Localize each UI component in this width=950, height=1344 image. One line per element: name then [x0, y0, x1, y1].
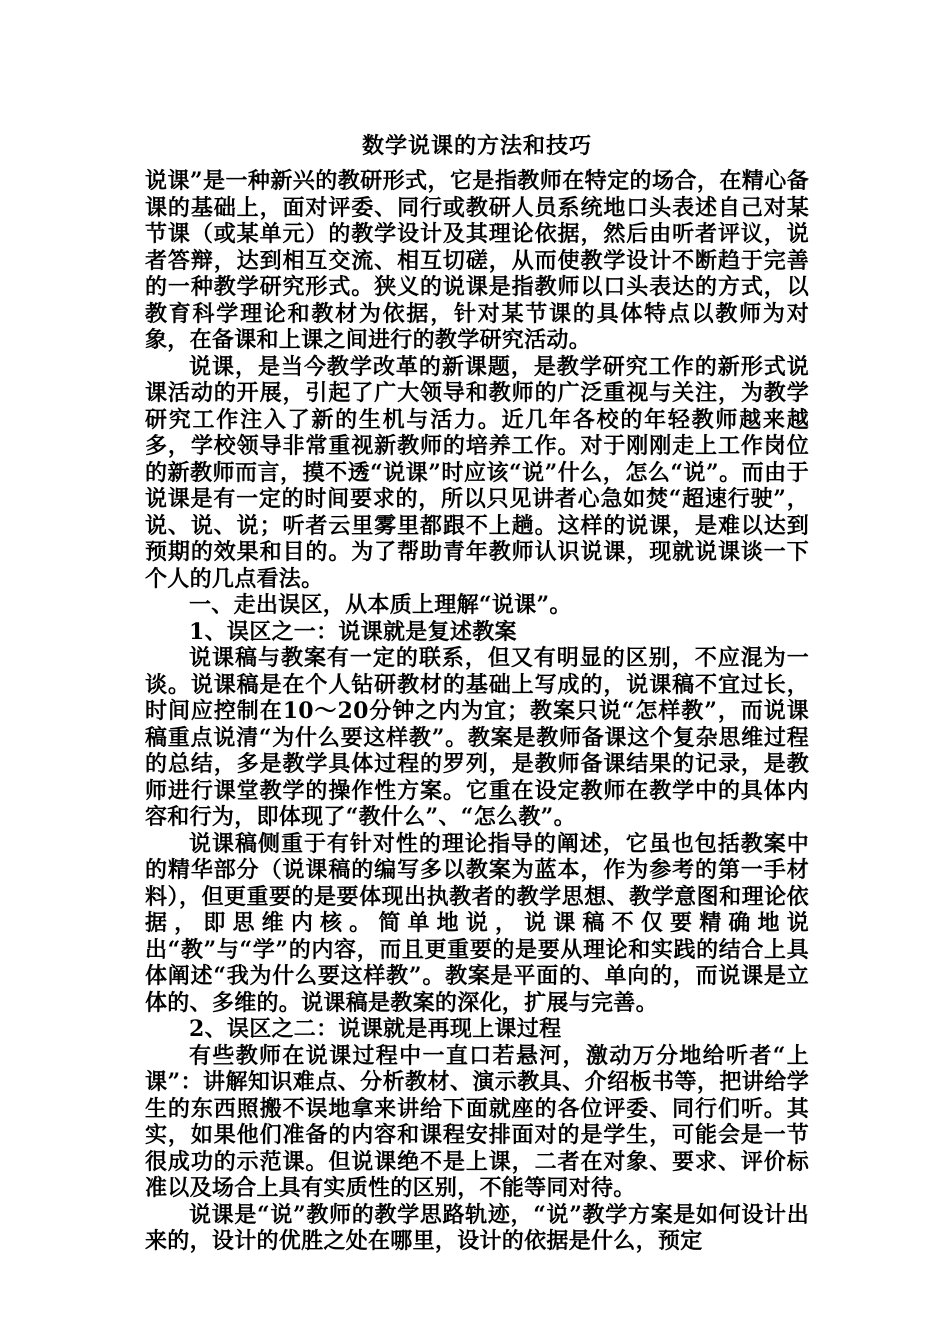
subsection-heading-1: 1、误区之一：说课就是复述教案: [189, 618, 517, 645]
document-title: 数学说课的方法和技巧: [361, 133, 592, 159]
paragraph-not-a-lesson: 有些教师在说课过程中一直口若悬河，激动万分地给听者“上课”：讲解知识难点、分析教材、演示教具、介绍板书等，把讲给学生的东西照搬不误地拿来讲给下面就座的各位评委、同行们听。其实，如果他们准备的内容和课程安排面对的是学生，可能会是一节很成功的示范课。但说课绝不是上课，二者在对象、要求、评价标准以及场合上具有实质性的区别，不能等同对待。: [145, 1042, 809, 1201]
paragraph-theory-guidance: 说课稿侧重于有针对性的理论指导的阐述，它虽也包括教案中的精华部分（说课稿的编写多以教案为蓝本，作为参考的第一手材料），但更重要的是要体现出执教者的教学思想、教学意图和理论依据，即思维内核。简单地说，说课稿不仅要精确地说出“教”与“学”的内容，而且更重要的是要从理论和实践的结合上具体阐述“我为什么要这样教”。教案是平面的、单向的，而说课是立体的、多维的。说课稿是教案的深化，扩展与完善。: [145, 830, 809, 1016]
paragraph-definition: 说课”是一种新兴的教研形式，它是指教师在特定的场合，在精心备课的基础上，面对评委、同行或教研人员系统地口头表述自己对某节课（或某单元）的教学设计及其理论依据，然后由听者评议，说者答辩，达到相互交流、相互切磋，从而使教学设计不断趋于完善的一种教学研究形式。狭义的说课是指教师以口头表达的方式，以教育科学理论和教材为依据，针对某节课的具体特点以教师为对象，在备课和上课之间进行的教学研究活动。: [145, 168, 809, 353]
paragraph-lesson-plan-difference: 说课稿与教案有一定的联系，但又有明显的区别，不应混为一谈。说课稿是在个人钻研教材的基础上写成的，说课稿不宜过长，时间应控制在10～20分钟之内为宜；教案只说“怎样教”，而说课稿重点说清“为什么要这样教”。教案是教师备课这个复杂思维过程的总结，多是教学具体过程的罗列，是教师备课结果的记录，是教师进行课堂教学的操作性方案。它重在设定教师在教学中的具体内容和行为，即体现了“教什么”、“怎么教”。: [145, 645, 809, 830]
paragraph-teaching-approach: 说课是“说”教师的教学思路轨迹，“说”教学方案是如何设计出来的，设计的优胜之处在哪里，设计的依据是什么，预定: [145, 1201, 809, 1254]
subsection-heading-2: 2、误区之二：说课就是再现上课过程: [189, 1016, 562, 1042]
document-body: [145, 130, 809, 1255]
section-heading-1: 一、走出误区，从本质上理解“说课”。: [189, 592, 572, 618]
paragraph-introduction: 说课，是当今教学改革的新课题，是教学研究工作的新形式说课活动的开展，引起了广大领导和教师的广泛重视与关注，为教学研究工作注入了新的生机与活力。近几年各校的年轻教师越来越多，学校领导非常重视新教师的培养工作。对于刚刚走上工作岗位的新教师而言，摸不透“说课”时应该“说”什么，怎么“说”。而由于说课是有一定的时间要求的，所以只见讲者心急如焚“超速行驶”，说、说、说；听者云里雾里都跟不上趟。这样的说课，是难以达到预期的效果和目的。为了帮助青年教师认识说课，现就说课谈一下个人的几点看法。: [145, 353, 809, 592]
